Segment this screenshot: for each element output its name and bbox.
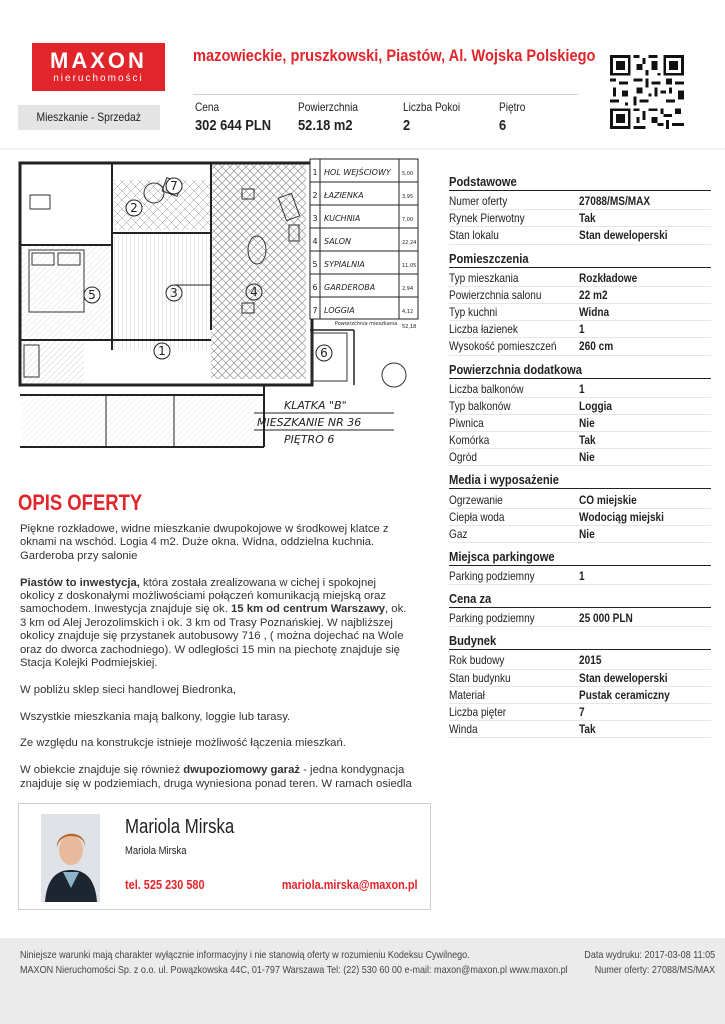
- detail-row: [449, 338, 711, 355]
- detail-value: Tak: [579, 722, 596, 737]
- section-title: Media i wyposażenie: [449, 472, 711, 489]
- detail-row: [449, 652, 711, 669]
- detail-row: [449, 704, 711, 721]
- description-paragraph: Piastów to inwestycja, która została zrealizowana w cichej i spokojnej okolicy z doskonałymi możliwościami połączeń komunikacją miejską oraz samochodem. Inwestycja znajduje się ok. 15 km od centrum Warszawy, ok. 3 km od Alej Jerozolimskich i ok. 3 km od Trasy Poznańskiej. W najbliższej okolicy znajduje się przystanek autobusowy 716 , ( można dojechać na Wole oraz do dworca zachodniego). W odległości 15 min na piechotę znajduje się Stacja Kolejki Podmiejskiej.: [20, 576, 407, 670]
- agent-card: [18, 803, 431, 910]
- section-title: Powierzchnia dodatkowa: [449, 362, 711, 379]
- plan-room-no: 7: [312, 306, 318, 315]
- detail-value: Tak: [579, 433, 596, 448]
- detail-row: [449, 287, 711, 304]
- detail-row: [449, 193, 711, 210]
- detail-key: Typ kuchni: [449, 305, 498, 320]
- agent-email-link[interactable]: mariola.mirska@maxon.pl: [282, 877, 418, 892]
- svg-text:6: 6: [320, 346, 328, 360]
- plan-room-name: HOL WEJŚCIOWY: [324, 168, 391, 177]
- section-title: Podstawowe: [449, 174, 711, 191]
- description-body: [20, 523, 412, 793]
- detail-row: [449, 509, 711, 526]
- detail-key: Parking podziemny: [449, 611, 535, 626]
- detail-row: [449, 432, 711, 449]
- svg-text:4: 4: [250, 285, 258, 299]
- plan-room-no: 6: [312, 283, 318, 292]
- detail-key: Liczba balkonów: [449, 381, 524, 396]
- details-section: [449, 174, 711, 245]
- plan-room-no: 1: [312, 168, 318, 177]
- detail-key: Piwnica: [449, 415, 484, 430]
- detail-row: [449, 227, 711, 244]
- stat-area: [298, 100, 369, 134]
- page-footer: [0, 938, 725, 1024]
- detail-key: Rok budowy: [449, 653, 505, 668]
- offer-type-badge: Mieszkanie - Sprzedaż: [18, 105, 160, 130]
- details-section: [449, 472, 711, 543]
- plan-room-area: 7,00: [402, 217, 414, 223]
- section-title: Cena za: [449, 591, 711, 608]
- stat-floor: [499, 100, 530, 134]
- svg-text:5: 5: [88, 288, 96, 302]
- detail-key: Liczba łazienek: [449, 322, 518, 337]
- detail-value: 260 cm: [579, 339, 614, 354]
- detail-key: Rynek Pierwotny: [449, 211, 525, 226]
- detail-value: 22 m2: [579, 287, 608, 302]
- property-address: mazowieckie, pruszkowski, Piastów, Al. Wojska Polskiego: [193, 46, 596, 65]
- agent-name: Mariola Mirska: [125, 816, 235, 838]
- plan-stamp-line: KLATKA "B": [284, 399, 347, 412]
- stat-value: 302 644 PLN: [195, 117, 272, 134]
- description-paragraph: Piękne rozkładowe, widne mieszkanie dwupokojowe w środkowej klatce z oknami na wschód. Logia 4 m2. Duże okna. Widna, oddzielna kuchnia. Garderoba przy salonie: [20, 523, 389, 562]
- detail-value: 25 000 PLN: [579, 611, 633, 626]
- plan-room-name: SALON: [324, 237, 352, 246]
- detail-key: Winda: [449, 722, 478, 737]
- detail-row: [449, 526, 711, 543]
- plan-room-area: 2,94: [402, 286, 414, 292]
- stat-label: Cena: [195, 100, 220, 114]
- description-title: OPIS OFERTY: [18, 490, 143, 515]
- svg-text:3: 3: [170, 286, 178, 300]
- detail-value: Rozkładowe: [579, 270, 638, 285]
- detail-value: Loggia: [579, 398, 613, 413]
- detail-key: Komórka: [449, 433, 490, 448]
- plan-room-name: KUCHNIA: [324, 214, 361, 223]
- agent-subtitle: Mariola Mirska: [125, 845, 187, 857]
- detail-value: Pustak ceramiczny: [579, 687, 670, 702]
- qr-code-icon[interactable]: [610, 55, 684, 129]
- maxon-logo[interactable]: [32, 43, 165, 91]
- logo-sub: nieruchomości: [53, 73, 144, 84]
- agent-phone-link[interactable]: tel. 525 230 580: [125, 877, 205, 892]
- detail-row: [449, 304, 711, 321]
- detail-key: Stan lokalu: [449, 228, 499, 243]
- logo-name: MAXON: [50, 48, 147, 73]
- page-header: [0, 0, 725, 148]
- footer-legal: [20, 948, 568, 978]
- plan-room-name: GARDEROBA: [324, 283, 376, 292]
- plan-room-area: 22,24: [402, 240, 417, 246]
- detail-row: [449, 398, 711, 415]
- detail-value: 1: [579, 381, 585, 396]
- detail-row: [449, 568, 711, 585]
- plan-room-no: 3: [312, 214, 318, 223]
- detail-row: [449, 381, 711, 398]
- detail-key: Ogród: [449, 450, 478, 465]
- plan-room-name: SYPIALNIA: [324, 260, 365, 269]
- details-section: [449, 251, 711, 356]
- detail-value: 27088/MS/MAX: [579, 194, 651, 209]
- description-paragraph: Ze względu na konstrukcje istnieje możliwość łączenia mieszkań.: [20, 737, 346, 750]
- plan-room-area: 3,95: [402, 194, 414, 200]
- detail-value: 7: [579, 705, 585, 720]
- detail-key: Stan budynku: [449, 670, 511, 685]
- plan-room-no: 2: [312, 191, 318, 200]
- stat-rooms: [403, 100, 471, 134]
- footer-disclaimer: Niniejsze warunki mają charakter wyłącznie informacyjny i nie stanowią oferty w rozumieniu Kodeksu Cywilnego.: [20, 949, 470, 961]
- detail-row: [449, 687, 711, 704]
- plan-room-no: 5: [312, 260, 318, 269]
- detail-row: [449, 670, 711, 687]
- details-section: [449, 549, 711, 585]
- svg-text:1: 1: [158, 344, 166, 358]
- plan-room-name: ŁAZIENKA: [324, 191, 364, 200]
- plan-stamp-line: PIĘTRO 6: [284, 433, 335, 446]
- section-title: Budynek: [449, 633, 711, 650]
- detail-key: Typ balkonów: [449, 398, 511, 413]
- stat-value: 52.18 m2: [298, 117, 353, 134]
- detail-value: Nie: [579, 526, 595, 541]
- detail-key: Gaz: [449, 526, 468, 541]
- detail-value: 1: [579, 322, 585, 337]
- detail-key: Wysokość pomieszczeń: [449, 339, 557, 354]
- detail-row: [449, 321, 711, 338]
- detail-row: [449, 610, 711, 627]
- detail-value: 2015: [579, 653, 602, 668]
- detail-value: Widna: [579, 305, 610, 320]
- detail-key: Numer oferty: [449, 194, 508, 209]
- description-paragraph: W obiekcie znajduje się również dwupoziomowy garaż - jedna kondygnacja znajduje się w podziemiach, druga wyniesiona ponad teren. W ramach osiedla: [20, 764, 412, 790]
- detail-row: [449, 270, 711, 287]
- detail-key: Materiał: [449, 687, 485, 702]
- stat-value: 6: [499, 117, 507, 134]
- footer-offer-number: Numer oferty: 27088/MS/MAX: [594, 964, 715, 976]
- detail-value: Wodociąg miejski: [579, 509, 664, 524]
- plan-room-area: 4,12: [402, 309, 414, 315]
- plan-total-label: Powierzchnia mieszkania: [334, 321, 398, 327]
- detail-key: Ogrzewanie: [449, 492, 503, 507]
- detail-row: [449, 721, 711, 738]
- detail-row: [449, 491, 711, 508]
- footer-company: MAXON Nieruchomości Sp. z o.o. ul. Powązkowska 44C, 01-797 Warszawa Tel: (22) 530 60 00 e-mail: maxon@maxon.pl www.maxon.pl: [20, 964, 568, 976]
- detail-row: [449, 415, 711, 432]
- detail-key: Liczba pięter: [449, 705, 507, 720]
- details-section: [449, 362, 711, 467]
- detail-value: Tak: [579, 211, 596, 226]
- stat-label: Powierzchnia: [298, 100, 358, 114]
- property-details: [449, 168, 711, 738]
- divider: [0, 148, 725, 150]
- section-title: Pomieszczenia: [449, 251, 711, 268]
- divider: [193, 94, 578, 95]
- detail-key: Powierzchnia salonu: [449, 287, 542, 302]
- detail-key: Ciepła woda: [449, 509, 505, 524]
- plan-room-no: 4: [312, 237, 318, 246]
- footer-print-date: Data wydruku: 2017-03-08 11:05: [584, 949, 715, 961]
- stat-price: [195, 100, 283, 134]
- detail-value: Stan deweloperski: [579, 670, 668, 685]
- detail-row: [449, 210, 711, 227]
- detail-key: Parking podziemny: [449, 569, 535, 584]
- details-section: [449, 591, 711, 627]
- detail-value: Nie: [579, 415, 595, 430]
- footer-meta: [584, 948, 715, 978]
- svg-text:7: 7: [170, 179, 178, 193]
- detail-value: Nie: [579, 450, 595, 465]
- plan-room-area: 11,05: [402, 263, 417, 269]
- stat-label: Piętro: [499, 100, 526, 114]
- description-paragraph: Wszystkie mieszkania mają balkony, loggie lub tarasy.: [20, 710, 291, 723]
- plan-stamp-line: MIESZKANIE NR 36: [257, 416, 362, 429]
- plan-room-area: 5,00: [402, 171, 414, 177]
- plan-room-name: LOGGIA: [324, 306, 355, 315]
- details-section: [449, 633, 711, 738]
- description-paragraph: W pobliżu sklep sieci handlowej Biedronka,: [20, 683, 237, 696]
- detail-row: [449, 449, 711, 466]
- section-title: Miejsca parkingowe: [449, 549, 711, 566]
- detail-value: Stan deweloperski: [579, 228, 668, 243]
- stat-value: 2: [403, 117, 411, 134]
- plan-total-area: 52,18: [402, 324, 417, 330]
- detail-key: Typ mieszkania: [449, 270, 519, 285]
- agent-photo: [41, 814, 100, 902]
- detail-value: CO miejskie: [579, 492, 637, 507]
- svg-text:2: 2: [130, 201, 138, 215]
- stat-label: Liczba Pokoi: [403, 100, 461, 114]
- floor-plan: [14, 155, 420, 451]
- detail-value: 1: [579, 569, 585, 584]
